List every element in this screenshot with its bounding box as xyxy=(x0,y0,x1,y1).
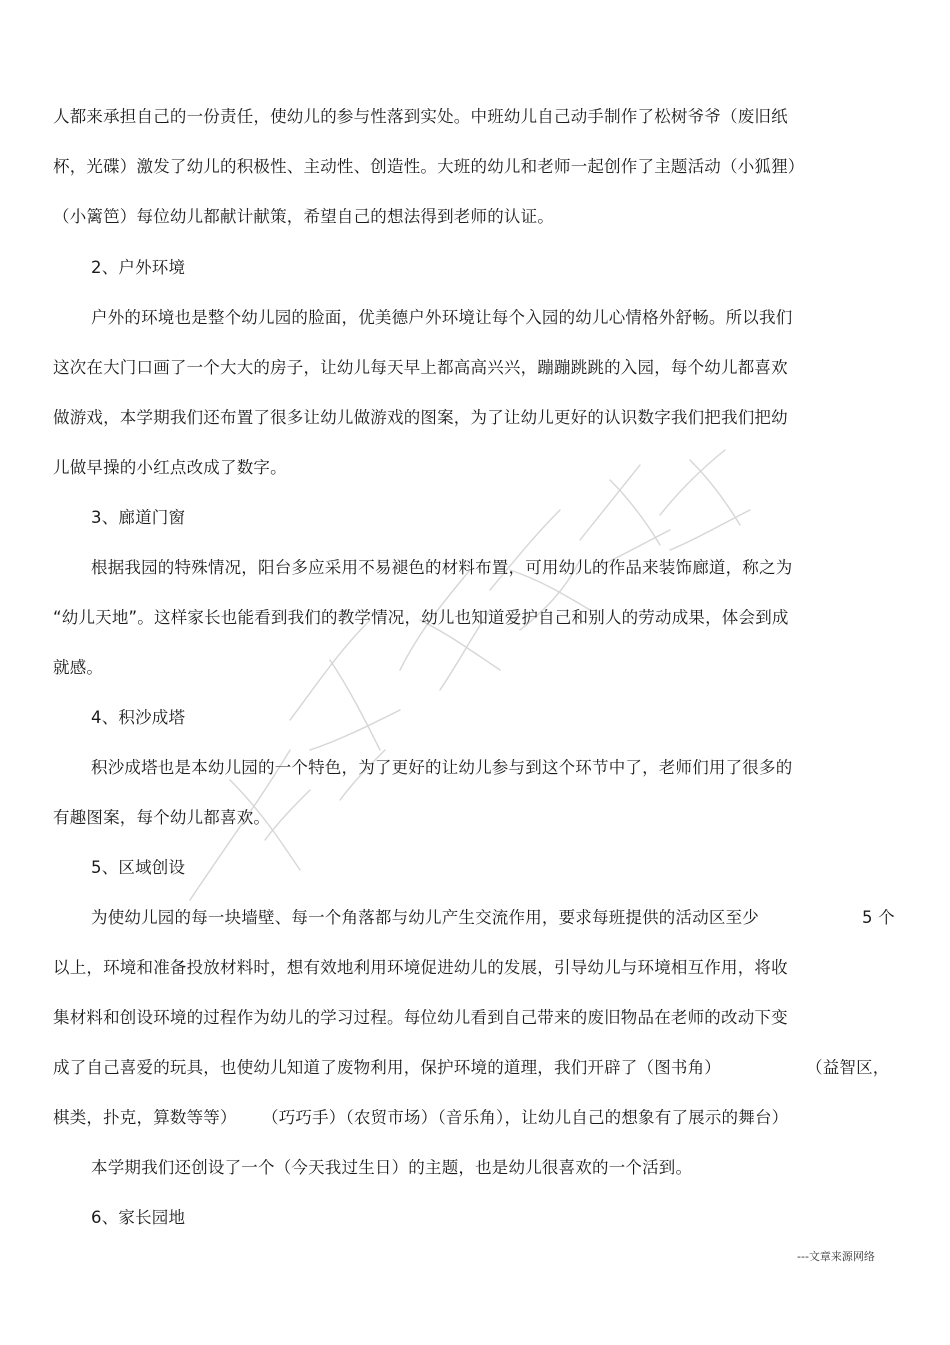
paragraph-line: 做游戏，本学期我们还布置了很多让幼儿做游戏的图案，为了让幼儿更好的认识数字我们把我们把幼 xyxy=(53,408,788,427)
paragraph-line: 本学期我们还创设了一个（今天我过生日）的主题，也是幼儿很喜欢的一个活到。 xyxy=(91,1158,693,1177)
paragraph-line: 户外的环境也是整个幼儿园的脸面，优美德户外环境让每个入园的幼儿心情格外舒畅。所以我们 xyxy=(91,308,793,327)
paragraph-line: 以上，环境和准备投放材料时，想有效地利用环境促进幼儿的发展，引导幼儿与环境相互作用，将收 xyxy=(53,958,788,977)
paragraph-line: 成了自己喜爱的玩具，也使幼儿知道了废物利用，保护环境的道理，我们开辟了（图书角） xyxy=(53,1058,721,1077)
paragraph-line: 为使幼儿园的每一块墙壁、每一个角落都与幼儿产生交流作用，要求每班提供的活动区至少 xyxy=(91,908,759,927)
paragraph-line: （小篱笆）每位幼儿都献计献策，希望自己的想法得到老师的认证。 xyxy=(53,207,554,226)
paragraph-line: 集材料和创设环境的过程作为幼儿的学习过程。每位幼儿看到自己带来的废旧物品在老师的改动下变 xyxy=(53,1008,788,1027)
section-heading: 4、积沙成塔 xyxy=(91,708,186,727)
paragraph-line-tail: （巧巧手）（农贸市场）（音乐角），让幼儿自己的想象有了展示的舞台） xyxy=(262,1108,789,1127)
section-heading: 6、家长园地 xyxy=(91,1208,186,1227)
paragraph-line: 这次在大门口画了一个大大的房子，让幼儿每天早上都高高兴兴，蹦蹦跳跳的入园，每个幼儿都喜欢 xyxy=(53,358,788,377)
paragraph-line: 根据我园的特殊情况，阳台多应采用不易褪色的材料布置，可用幼儿的作品来装饰廊道，称之为 xyxy=(91,558,793,577)
footer-source-note: ---文章来源网络 xyxy=(797,1250,875,1263)
paragraph-line: “幼儿天地”。这样家长也能看到我们的教学情况，幼儿也知道爱护自己和别人的劳动成果，体会到成 xyxy=(53,608,789,627)
paragraph-line-tail: 5 个 xyxy=(862,908,895,927)
paragraph-line: 积沙成塔也是本幼儿园的一个特色，为了更好的让幼儿参与到这个环节中了，老师们用了很多的 xyxy=(91,758,793,777)
paragraph-line: 人都来承担自己的一份责任，使幼儿的参与性落到实处。中班幼儿自己动手制作了松树爷爷（废旧纸 xyxy=(53,107,788,126)
paragraph-line-tail: （益智区， xyxy=(806,1058,890,1077)
section-heading: 2、户外环境 xyxy=(91,258,186,277)
paragraph-line: 有趣图案，每个幼儿都喜欢。 xyxy=(53,808,271,827)
section-heading: 3、廊道门窗 xyxy=(91,508,186,527)
section-heading: 5、区域创设 xyxy=(91,858,186,877)
watermark xyxy=(170,420,810,940)
paragraph-line: 杯，光碟）激发了幼儿的积极性、主动性、创造性。大班的幼儿和老师一起创作了主题活动（小狐狸） xyxy=(53,157,805,176)
paragraph-line: 就感。 xyxy=(53,658,104,677)
paragraph-line: 棋类，扑克，算数等等） xyxy=(53,1108,237,1127)
paragraph-line: 儿做早操的小红点改成了数字。 xyxy=(53,458,287,477)
